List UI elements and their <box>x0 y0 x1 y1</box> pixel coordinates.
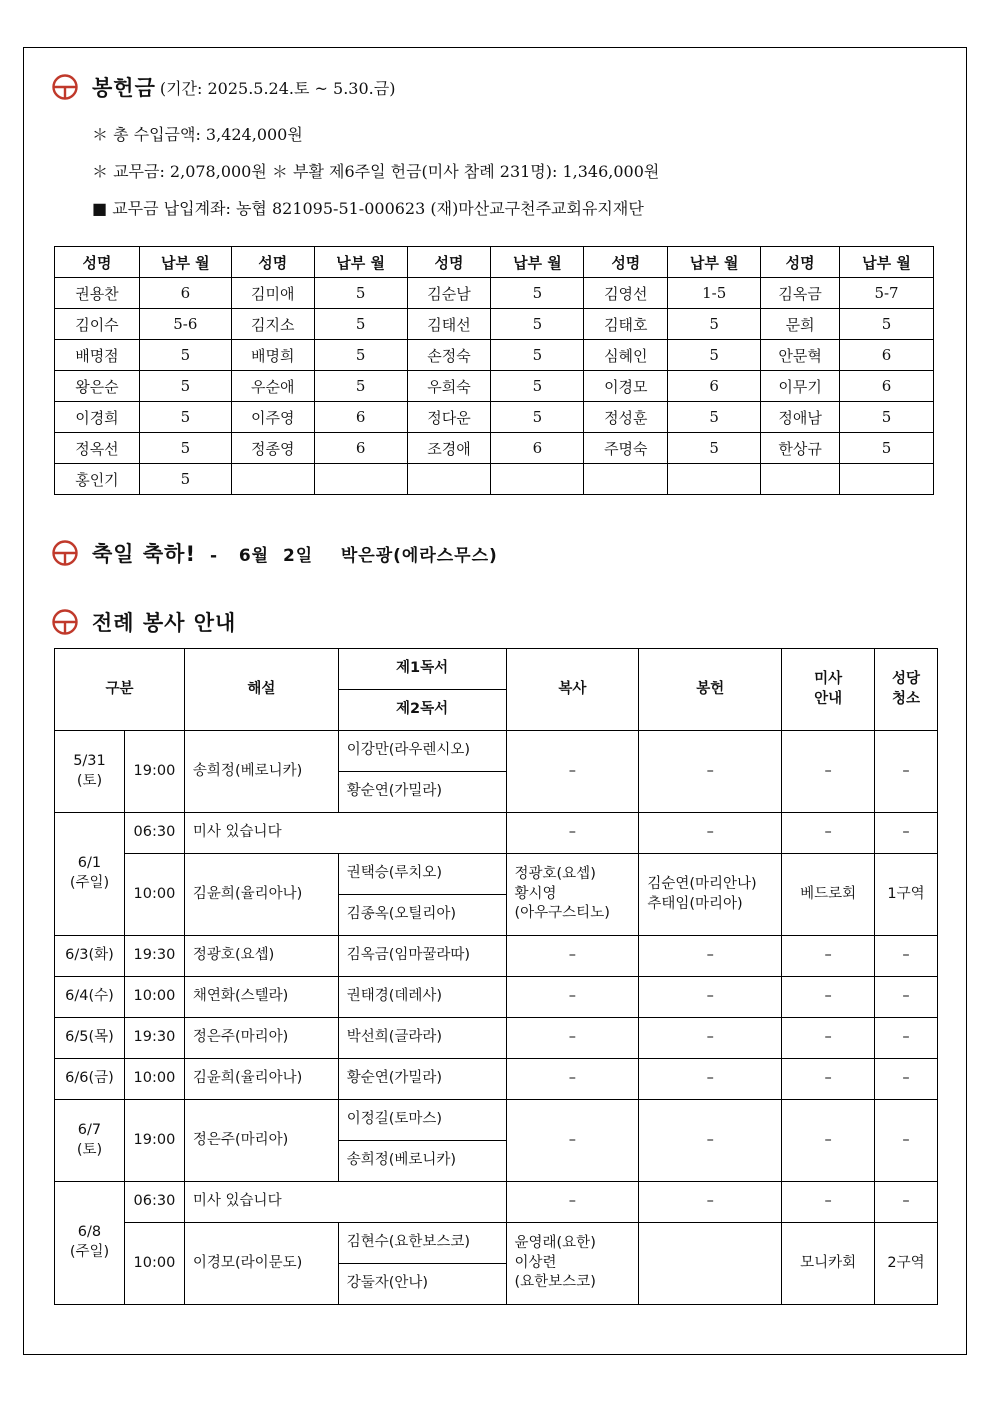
server: – <box>506 1059 639 1100</box>
commentary: 김윤희(율리아나) <box>184 854 338 936</box>
server-name: 정광호(요셉) <box>514 866 596 883</box>
guide: – <box>782 1182 875 1223</box>
paid-month: 5 <box>139 371 231 402</box>
offering-period: (기간: 2025.5.24.토 ~ 5.30.금) <box>159 78 396 98</box>
commentary: 정은주(마리아) <box>184 1018 338 1059</box>
offertory-cell <box>639 854 782 936</box>
reader2: 강둘자(안나) <box>338 1264 506 1305</box>
table-row <box>55 340 934 371</box>
donor-name: 정성훈 <box>584 402 668 433</box>
time: 10:00 <box>124 1059 184 1100</box>
guide: – <box>782 813 875 854</box>
weekday: (토) <box>76 1141 103 1158</box>
cleaning: – <box>875 1100 938 1182</box>
server: – <box>506 1182 639 1223</box>
paid-month: 6 <box>314 402 407 433</box>
reader1: 박선희(글라라) <box>338 1018 506 1059</box>
reader1: 이강만(라우렌시오) <box>338 731 506 772</box>
offertory: – <box>639 1059 782 1100</box>
empty-cell <box>231 464 314 495</box>
paid-month: 5 <box>840 309 934 340</box>
offertory: – <box>639 813 782 854</box>
date-cell <box>55 813 125 936</box>
table-row <box>55 433 934 464</box>
paid-month: 5 <box>139 464 231 495</box>
account-line: ■ 교무금 납입계좌: 농협 821095-51-000623 (재)마산교구천주교회유지재단 <box>92 199 644 218</box>
paid-month: 5 <box>668 402 761 433</box>
paid-month: 5 <box>840 433 934 464</box>
donor-name: 우순애 <box>231 371 314 402</box>
cleaning: 1구역 <box>875 854 938 936</box>
cleaning: – <box>875 1182 938 1223</box>
guide: – <box>782 731 875 813</box>
commentary: 이경모(라이문도) <box>184 1223 338 1305</box>
cleaning: – <box>875 813 938 854</box>
donor-name: 정다운 <box>407 402 491 433</box>
date: 5/31 <box>73 752 106 769</box>
paid-month: 6 <box>668 371 761 402</box>
dues-line: ＊ 교무금: 2,078,000원 ＊ 부활 제6주일 헌금(미사 참례 231명): 1,346,000원 <box>92 162 660 181</box>
time: 10:00 <box>124 977 184 1018</box>
server: – <box>506 813 639 854</box>
header-guide-line2: 안내 <box>814 690 843 707</box>
guide: – <box>782 977 875 1018</box>
donor-name: 주명숙 <box>584 433 668 464</box>
header-month: 납부 월 <box>840 247 934 278</box>
header-name: 성명 <box>761 247 840 278</box>
paid-month: 6 <box>840 371 934 402</box>
date: 6/3(화) <box>55 936 125 977</box>
donor-name: 배명희 <box>231 340 314 371</box>
cleaning: – <box>875 977 938 1018</box>
donor-name: 한상규 <box>761 433 840 464</box>
time: 10:00 <box>124 1223 184 1305</box>
date-cell <box>55 1182 125 1305</box>
paid-month: 5 <box>139 340 231 371</box>
offering-header-row <box>55 247 934 278</box>
paid-month: 5-6 <box>139 309 231 340</box>
time: 06:30 <box>124 1182 184 1223</box>
table-row <box>55 813 938 854</box>
cleaning: – <box>875 731 938 813</box>
empty-cell <box>407 464 491 495</box>
donor-name: 우희숙 <box>407 371 491 402</box>
donor-name: 조경애 <box>407 433 491 464</box>
paid-month: 5 <box>314 340 407 371</box>
donor-name: 김옥금 <box>761 278 840 309</box>
donor-name: 김순남 <box>407 278 491 309</box>
paid-month: 5 <box>491 340 584 371</box>
header-name: 성명 <box>407 247 491 278</box>
header-reader1: 제1독서 <box>338 649 506 690</box>
server-cell <box>506 1223 639 1305</box>
paid-month: 6 <box>139 278 231 309</box>
server-name: 윤영래(요한) <box>514 1235 596 1252</box>
paid-month: 6 <box>840 340 934 371</box>
server: – <box>506 1100 639 1182</box>
donor-name: 김미애 <box>231 278 314 309</box>
paid-month: 5 <box>314 278 407 309</box>
paid-month: 6 <box>314 433 407 464</box>
date: 6/4(수) <box>55 977 125 1018</box>
reader1: 김현수(요한보스코) <box>338 1223 506 1264</box>
table-row <box>55 977 938 1018</box>
reader1: 이정길(토마스) <box>338 1100 506 1141</box>
server: – <box>506 936 639 977</box>
commentary: 김윤희(율리아나) <box>184 1059 338 1100</box>
cleaning: – <box>875 936 938 977</box>
table-row <box>55 464 934 495</box>
no-mass-note: 미사 있습니다 <box>184 813 506 854</box>
paid-month: 5 <box>491 278 584 309</box>
header-month: 납부 월 <box>668 247 761 278</box>
guide: – <box>782 936 875 977</box>
offertory: – <box>639 936 782 977</box>
offertory: – <box>639 1100 782 1182</box>
header-cleaning-line2: 청소 <box>892 690 921 707</box>
paid-month: 5 <box>668 340 761 371</box>
paid-month: 5 <box>840 402 934 433</box>
reader2: 송희정(베로니카) <box>338 1141 506 1182</box>
paid-month: 5 <box>491 309 584 340</box>
reader1: 권택승(루치오) <box>338 854 506 895</box>
header-guide <box>782 649 875 731</box>
header-offertory: 봉헌 <box>639 649 782 731</box>
guide: – <box>782 1018 875 1059</box>
date: 6/6(금) <box>55 1059 125 1100</box>
server-cell <box>506 854 639 936</box>
donor-name: 김태호 <box>584 309 668 340</box>
offertory-empty <box>639 1223 782 1305</box>
donor-name: 홍인기 <box>55 464 140 495</box>
header-month: 납부 월 <box>491 247 584 278</box>
header-name: 성명 <box>231 247 314 278</box>
header-cleaning-line1: 성당 <box>892 670 921 687</box>
empty-cell <box>668 464 761 495</box>
donor-name: 정애남 <box>761 402 840 433</box>
cleaning: – <box>875 1059 938 1100</box>
donor-name: 김태선 <box>407 309 491 340</box>
paid-month: 5 <box>139 402 231 433</box>
donor-name: 정종영 <box>231 433 314 464</box>
reader1: 황순연(가밀라) <box>338 1059 506 1100</box>
header-name: 성명 <box>55 247 140 278</box>
offertory: – <box>639 977 782 1018</box>
empty-cell <box>761 464 840 495</box>
table-row <box>55 309 934 340</box>
paid-month: 5 <box>491 371 584 402</box>
reader1: 김옥금(임마꿀라따) <box>338 936 506 977</box>
table-row <box>55 402 934 433</box>
service-header-row <box>55 649 938 690</box>
header-name: 성명 <box>584 247 668 278</box>
table-row <box>55 731 938 772</box>
guide: – <box>782 1100 875 1182</box>
offering-table <box>54 246 934 495</box>
donor-name: 이무기 <box>761 371 840 402</box>
empty-cell <box>584 464 668 495</box>
paid-month: 1-5 <box>668 278 761 309</box>
commentary: 정광호(요셉) <box>184 936 338 977</box>
guide: 모니카회 <box>782 1223 875 1305</box>
table-row <box>55 371 934 402</box>
date: 6/8 <box>77 1224 102 1241</box>
header-division: 구분 <box>55 649 185 731</box>
date: 6/7 <box>77 1121 102 1138</box>
table-row <box>55 1018 938 1059</box>
server: – <box>506 977 639 1018</box>
donor-name: 손정숙 <box>407 340 491 371</box>
empty-cell <box>840 464 934 495</box>
donor-name: 문희 <box>761 309 840 340</box>
table-row <box>55 278 934 309</box>
empty-cell <box>491 464 584 495</box>
no-mass-note: 미사 있습니다 <box>184 1182 506 1223</box>
table-row <box>55 1100 938 1141</box>
donor-name: 권용찬 <box>55 278 140 309</box>
donor-name: 이경희 <box>55 402 140 433</box>
guide: – <box>782 1059 875 1100</box>
paid-month: 5 <box>314 371 407 402</box>
cross-circle-icon <box>52 609 78 635</box>
commentary: 채연화(스텔라) <box>184 977 338 1018</box>
time: 10:00 <box>124 854 184 936</box>
donor-name: 배명점 <box>55 340 140 371</box>
donor-name: 안문혁 <box>761 340 840 371</box>
reader1: 권태경(데레사) <box>338 977 506 1018</box>
weekday: (주일) <box>69 1244 110 1260</box>
header-reader2: 제2독서 <box>338 690 506 731</box>
cross-circle-icon <box>52 74 78 100</box>
server-name-cont: (아우구스티노) <box>514 905 610 922</box>
donor-name: 김이수 <box>55 309 140 340</box>
header-commentary: 해설 <box>184 649 338 731</box>
paid-month: 5 <box>668 309 761 340</box>
header-guide-line1: 미사 <box>814 670 843 687</box>
reader2: 김종옥(오틸리아) <box>338 895 506 936</box>
donor-name: 김영선 <box>584 278 668 309</box>
service-section-header <box>52 607 236 637</box>
service-table <box>54 648 938 1305</box>
cross-circle-icon <box>52 540 78 566</box>
feast-section-header <box>52 538 498 568</box>
total-income-line: ＊ 총 수입금액: 3,424,000원 <box>92 125 303 144</box>
server-name: 황시영 <box>514 885 557 902</box>
date-cell <box>55 731 125 813</box>
cleaning: – <box>875 1018 938 1059</box>
time: 19:30 <box>124 936 184 977</box>
paid-month: 6 <box>491 433 584 464</box>
header-cleaning <box>875 649 938 731</box>
donor-name: 정옥선 <box>55 433 140 464</box>
feast-title: 축일 축하! <box>92 542 197 566</box>
date: 6/1 <box>77 855 102 872</box>
table-row <box>55 854 938 895</box>
commentary: 송희정(베로니카) <box>184 731 338 813</box>
paid-month: 5 <box>314 309 407 340</box>
time: 19:00 <box>124 731 184 813</box>
time: 19:30 <box>124 1018 184 1059</box>
donor-name: 이주영 <box>231 402 314 433</box>
offertory: – <box>639 731 782 813</box>
date: 6/5(목) <box>55 1018 125 1059</box>
paid-month: 5 <box>139 433 231 464</box>
time: 06:30 <box>124 813 184 854</box>
table-row <box>55 936 938 977</box>
server: – <box>506 731 639 813</box>
paid-month: 5 <box>668 433 761 464</box>
header-month: 납부 월 <box>139 247 231 278</box>
server-name-cont: (요한보스코) <box>514 1274 596 1291</box>
paid-month: 5-7 <box>840 278 934 309</box>
offering-title: 봉헌금 <box>92 76 156 100</box>
donor-name: 왕은순 <box>55 371 140 402</box>
offertory-name: 김순연(마리안나) <box>647 875 757 892</box>
donor-name: 심혜인 <box>584 340 668 371</box>
header-month: 납부 월 <box>314 247 407 278</box>
cleaning: 2구역 <box>875 1223 938 1305</box>
date-cell <box>55 1100 125 1182</box>
table-row <box>55 1059 938 1100</box>
reader2: 황순연(가밀라) <box>338 772 506 813</box>
feast-text: - 6월 2일 박은광(에라스무스) <box>210 545 498 566</box>
offertory: – <box>639 1018 782 1059</box>
header-server: 복사 <box>506 649 639 731</box>
offering-section-header <box>52 72 395 102</box>
time: 19:00 <box>124 1100 184 1182</box>
service-title: 전례 봉사 안내 <box>92 611 237 635</box>
donor-name: 이경모 <box>584 371 668 402</box>
offertory-name: 추태임(마리아) <box>647 895 743 912</box>
offertory: – <box>639 1182 782 1223</box>
guide: 베드로회 <box>782 854 875 936</box>
server-name: 이상련 <box>514 1254 557 1271</box>
donor-name: 김지소 <box>231 309 314 340</box>
commentary: 정은주(마리아) <box>184 1100 338 1182</box>
weekday: (주일) <box>69 875 110 891</box>
server: – <box>506 1018 639 1059</box>
table-row <box>55 1182 938 1223</box>
weekday: (토) <box>76 772 103 789</box>
empty-cell <box>314 464 407 495</box>
table-row <box>55 1223 938 1264</box>
paid-month: 5 <box>491 402 584 433</box>
